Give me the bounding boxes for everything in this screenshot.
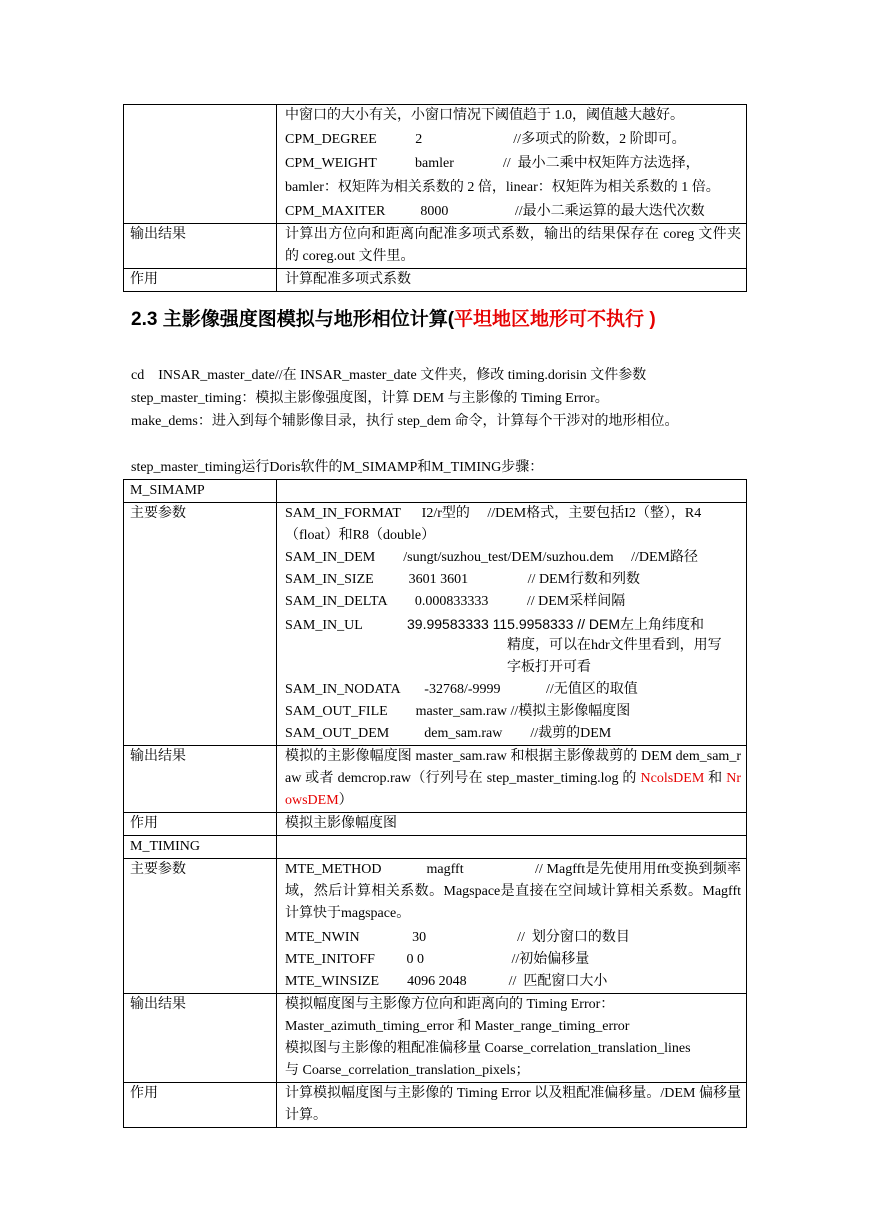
- row-content-cell: [277, 503, 747, 746]
- param-line: SAM_OUT_FILE master_sam.raw //模拟主影像幅度图: [285, 704, 631, 719]
- row-content-cell: 计算出方位向和距离向配准多项式系数，输出的结果保存在 coreg 文件夹的 coreg.out 文件里。: [277, 224, 747, 269]
- param-line: SAM_IN_DEM /sungt/suzhou_test/DEM/suzhou.dem //DEM路径: [285, 550, 698, 565]
- row-label-cell: [124, 105, 277, 224]
- row-label-cell: 作用: [124, 1083, 277, 1128]
- section-note-open: (: [447, 309, 455, 330]
- row-label-cell: 主要参数: [124, 503, 277, 746]
- param-line: MTE_NWIN 30 // 划分窗口的数目: [285, 930, 630, 945]
- row-label-cell: 主要参数: [124, 859, 277, 994]
- section-heading: [131, 304, 656, 336]
- param-line: [285, 613, 741, 635]
- param-line: MTE_WINSIZE 4096 2048 // 匹配窗口大小: [285, 974, 608, 989]
- section-number: 2.3: [131, 309, 158, 330]
- step-header-timing: M_TIMING: [124, 836, 277, 859]
- param-line: MTE_METHOD magfft // Magfft是先使用用fft变换到频率域，然后计算相关系数。Magspace是直接在空间域计算相关系数。Magfft计算快于magspace。: [285, 862, 741, 921]
- paragraph: cd INSAR_master_date//在 INSAR_master_date 文件夹，修改 timing.dorisin 文件参数: [131, 368, 647, 383]
- row-content-cell: [277, 105, 747, 224]
- table-row: [124, 1083, 747, 1128]
- table-row: [124, 224, 747, 269]
- row-content-cell: 模拟主影像幅度图: [277, 813, 747, 836]
- empty-cell: [277, 836, 747, 859]
- output-line: 模拟幅度图与主影像方位向和距离向的 Timing Error：: [285, 997, 615, 1012]
- param-line: SAM_IN_DELTA 0.000833333 // DEM采样间隔: [285, 594, 626, 609]
- row-label-cell: 输出结果: [124, 224, 277, 269]
- table-row: [124, 105, 747, 224]
- output-line: Master_azimuth_timing_error 和 Master_range_timing_error: [285, 1019, 630, 1034]
- table-row: [124, 269, 747, 292]
- table-row: [124, 480, 747, 503]
- param-line: CPM_WEIGHT bamler // 最小二乘中权矩阵方法选择，: [285, 156, 700, 171]
- table-row: [124, 836, 747, 859]
- table-row: [124, 994, 747, 1083]
- row-content-cell: [277, 994, 747, 1083]
- param-line: 中窗口的大小有关，小窗口情况下阈值趋于 1.0，阈值越大越好。: [285, 108, 684, 123]
- output-highlight: NrowsDEM: [285, 771, 742, 808]
- output-text: 和: [704, 771, 727, 786]
- section-note: 平坦地区地形可不执行: [454, 309, 650, 330]
- coreg-parameter-table: [123, 104, 747, 292]
- row-content-cell: [277, 859, 747, 994]
- param-line: MTE_INITOFF 0 0 //初始偏移量: [285, 952, 590, 967]
- param-line: SAM_IN_SIZE 3601 3601 // DEM行数和列数: [285, 572, 641, 587]
- row-content-cell: [277, 746, 747, 813]
- row-content-cell: 计算配准多项式系数: [277, 269, 747, 292]
- paragraph: step_master_timing：模拟主影像强度图，计算 DEM 与主影像的 Timing Error。: [131, 391, 609, 406]
- step-header-simamp: M_SIMAMP: [124, 480, 277, 503]
- param-value: 39.99583333 115.9958333 // DEM左上角纬度和: [407, 616, 705, 632]
- param-line: 精度，可以在hdr文件里看到，用写: [507, 638, 722, 653]
- output-line: 模拟图与主影像的粗配准偏移量 Coarse_correlation_translation_lines: [285, 1041, 691, 1056]
- row-label-cell: 作用: [124, 269, 277, 292]
- paragraph: make_dems：进入到每个辅影像目录，执行 step_dem 命令，计算每个干涉对的地形相位。: [131, 414, 679, 429]
- param-key: SAM_IN_UL: [285, 618, 363, 633]
- section-note-close: ): [649, 309, 656, 330]
- param-line: CPM_MAXITER 8000 //最小二乘运算的最大迭代次数: [285, 204, 705, 219]
- param-line: CPM_DEGREE 2 //多项式的阶数，2 阶即可。: [285, 132, 686, 147]
- param-line: SAM_IN_NODATA -32768/-9999 //无值区的取值: [285, 682, 638, 697]
- output-highlight: NcolsDEM: [640, 771, 705, 786]
- output-text: ）: [338, 793, 353, 808]
- param-line: SAM_IN_FORMAT I2/r型的 //DEM格式，主要包括I2（整），R4: [285, 506, 702, 521]
- param-line: bamler：权矩阵为相关系数的 2 倍，linear：权矩阵为相关系数的 1 倍。: [285, 180, 720, 195]
- table-caption: step_master_timing运行Doris软件的M_SIMAMP和M_TIMING步骤：: [131, 460, 544, 475]
- master-timing-table: [123, 479, 747, 1128]
- empty-cell: [277, 480, 747, 503]
- row-label-cell: 作用: [124, 813, 277, 836]
- table-row: [124, 503, 747, 746]
- param-line: 字板打开可看: [507, 660, 591, 675]
- table-row: [124, 746, 747, 813]
- table-row: [124, 859, 747, 994]
- section-title: 主影像强度图模拟与地形相位计算: [162, 309, 448, 330]
- output-line: 与 Coarse_correlation_translation_pixels；: [285, 1063, 530, 1078]
- table-row: [124, 813, 747, 836]
- row-content-cell: 计算模拟幅度图与主影像的 Timing Error 以及粗配准偏移量。/DEM 偏移量计算。: [277, 1083, 747, 1128]
- row-label-cell: 输出结果: [124, 746, 277, 813]
- param-line: SAM_OUT_DEM dem_sam.raw //裁剪的DEM: [285, 726, 612, 741]
- param-line: （float）和R8（double）: [285, 528, 436, 543]
- row-label-cell: 输出结果: [124, 994, 277, 1083]
- output-text: 模拟的主影像幅度图 master_sam.raw 和根据主影像裁剪的 DEM dem_sam_raw 或者 demcrop.raw（行列号在 step_master_timing.log 的: [285, 749, 741, 786]
